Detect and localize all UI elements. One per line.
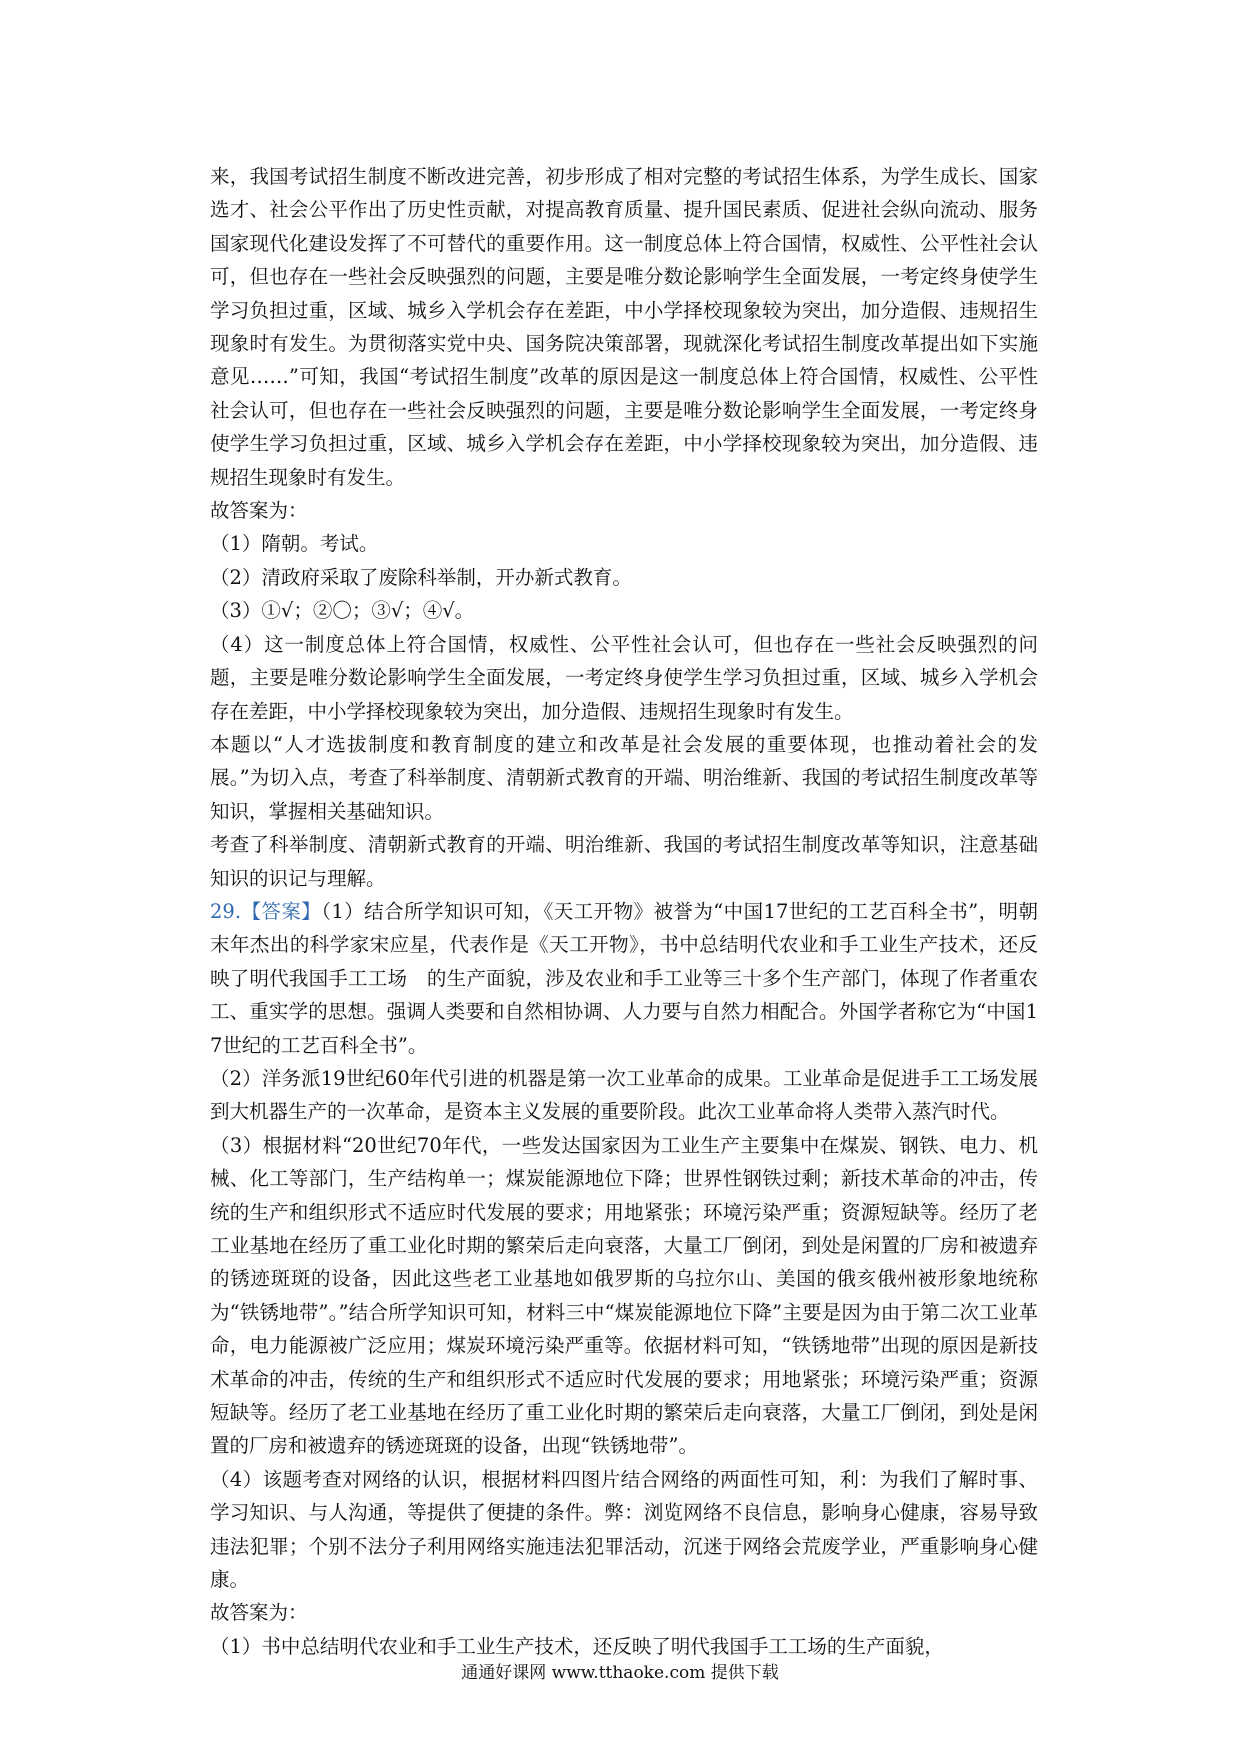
document-body (210, 160, 1038, 1663)
answer-tag: 【答案】 (241, 899, 322, 923)
answer-heading-29: 故答案为： (210, 1601, 308, 1625)
question-29-answer (210, 895, 1038, 1062)
answer-heading: 故答案为： (210, 499, 308, 523)
question-29-part-3: （3）根据材料“20世纪70年代，一些发达国家因为工业生产主要集中在煤炭、钢铁、电力、机械、化工等部门，生产结构单一；煤炭能源地位下降；世界性钢铁过剩；新技术革命的冲击，传统的生产和组织形式不适应时代发展的要求；用地紧张；环境污染严重；资源短缺等。经历了老工业基地在经历了重工业化时期的繁荣后走向衰落，大量工厂倒闭，到处是闲置的厂房和被遗弃的锈迹斑斑的设备，因此这些老工业基地如俄罗斯的乌拉尔山、美国的俄亥俄州被形象地统称为“铁锈地带”。”结合所学知识可知，材料三中“煤炭能源地位下降”主要是因为由于第二次工业革命，电力能源被广泛应用；煤炭环境污染严重等。依据材料可知，“铁锈地带”出现的原因是新技术革命的冲击，传统的生产和组织形式不适应时代发展的要求；用地紧张；环境污染严重；资源短缺等。经历了老工业基地在经历了重工业化时期的繁荣后走向衰落，大量工厂倒闭，到处是闲置的厂房和被遗弃的锈迹斑斑的设备，出现“铁锈地带”。 (210, 1133, 1038, 1458)
question-number: 29. (210, 899, 242, 923)
question-29-part-1: （1）结合所学知识可知，《天工开物》被誉为“中国17世纪的工艺百科全书”，明朝末年杰出的科学家宋应星，代表作是《天工开物》，书中总结明代农业和手工业生产技术，还反映了明代我国手工工场 的生产面貌，涉及农业和手工业等三十多个生产部门，体现了作者重农工、重实学的思想。强调人类要和自然相协调、人力要与自然力相配合。外国学者称它为“中国17世纪的工艺百科全书”。 (210, 899, 1038, 1057)
answer-item-1: （1）隋朝。考试。 (210, 532, 379, 556)
analysis-paragraph: 本题以“人才选拔制度和教育制度的建立和改革是社会发展的重要体现，也推动着社会的发展。”为切入点，考查了科举制度、清朝新式教育的开端、明治维新、我国的考试招生制度改革等知识，掌握相关基础知识。 (210, 732, 1038, 823)
answer-item-4: （4）这一制度总体上符合国情，权威性、公平性社会认可，但也存在一些社会反映强烈的问题，主要是唯分数论影响学生全面发展，一考定终身使学生学习负担过重，区域、城乡入学机会存在差距，中小学择校现象较为突出，加分造假、违规招生现象时有发生。 (210, 632, 1038, 723)
page-footer: 通通好课网 www.tthaoke.com 提供下载 (461, 1663, 779, 1683)
question-29-part-2: （2）洋务派19世纪60年代引进的机器是第一次工业革命的成果。工业革命是促进手工工场发展到大机器生产的一次革命，是资本主义发展的重要阶段。此次工业革命将人类带入蒸汽时代。 (210, 1066, 1038, 1124)
paragraph-exam-reform-reason: 来，我国考试招生制度不断改进完善，初步形成了相对完整的考试招生体系，为学生成长、国家选才、社会公平作出了历史性贡献，对提高教育质量、提升国民素质、促进社会纵向流动、服务国家现代化建设发挥了不可替代的重要作用。这一制度总体上符合国情，权威性、公平性社会认可，但也存在一些社会反映强烈的问题，主要是唯分数论影响学生全面发展，一考定终身使学生学习负担过重，区域、城乡入学机会存在差距，中小学择校现象较为突出，加分造假、违规招生现象时有发生。为贯彻落实党中央、国务院决策部署，现就深化考试招生制度改革提出如下实施意见……”可知，我国“考试招生制度”改革的原因是这一制度总体上符合国情，权威性、公平性社会认可，但也存在一些社会反映强烈的问题，主要是唯分数论影响学生全面发展，一考定终身使学生学习负担过重，区域、城乡入学机会存在差距，中小学择校现象较为突出，加分造假、违规招生现象时有发生。 (210, 165, 1038, 489)
answer-item-2: （2）清政府采取了废除科举制，开办新式教育。 (210, 565, 632, 589)
comment-paragraph: 考查了科举制度、清朝新式教育的开端、明治维新、我国的考试招生制度改革等知识，注意基础知识的识记与理解。 (210, 833, 1038, 890)
question-29-part-4: （4）该题考查对网络的认识，根据材料四图片结合网络的两面性可知，利：为我们了解时事、学习知识、与人沟通，等提供了便捷的条件。弊：浏览网络不良信息，影响身心健康，容易导致违法犯罪；个别不法分子利用网络实施违法犯罪活动，沉迷于网络会荒废学业，严重影响身心健康。 (210, 1467, 1038, 1592)
answer-item-3: （3）①√；②〇；③√；④√。 (210, 599, 475, 623)
answer-29-item-1: （1）书中总结明代农业和手工业生产技术，还反映了明代我国手工工场的生产面貌， (210, 1634, 944, 1658)
